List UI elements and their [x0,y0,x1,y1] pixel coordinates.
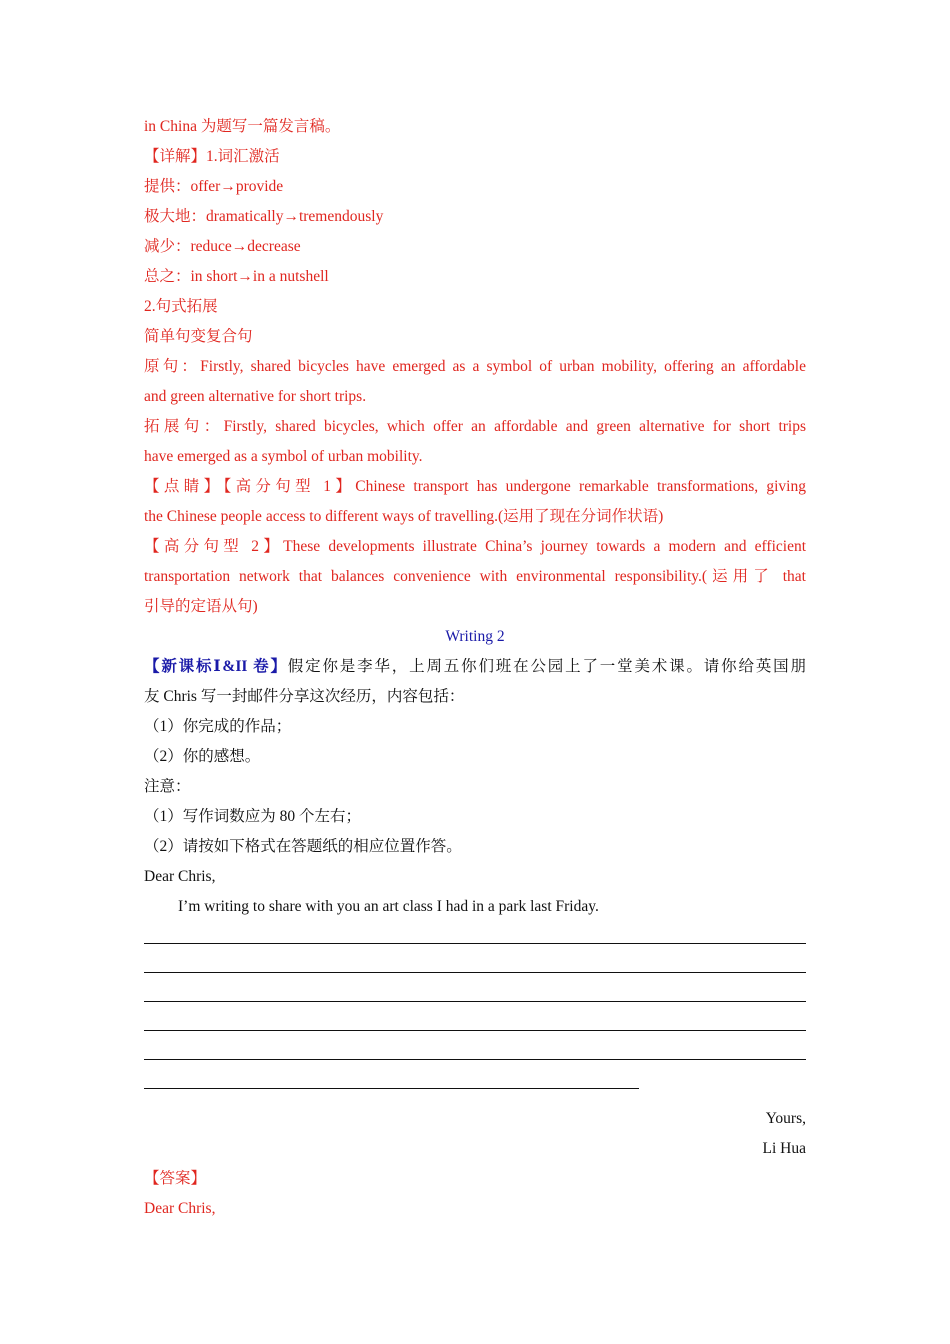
highlight-pattern2-line1: 【高分句型 2】These developments illustrate China’s journey towards a modern and efficient [144,538,806,555]
highlight-pattern2-line2: transportation network that balances convenience with environmental responsibility.(运用了 that [144,568,806,585]
content-item: （2）你的感想。 [144,748,261,765]
answer-blank-line[interactable] [144,943,806,944]
prev-continuation-line: in China 为题写一篇发言稿。 [144,118,341,135]
vocab-item: 极大地：dramatically→tremendously [144,208,384,225]
source-label: 【新课标Ⅰ&II 卷】 [144,658,288,675]
original-sentence-line1: 原句：Firstly, shared bicycles have emerged as a symbol of urban mobility, offering an affordable [144,358,806,375]
answer-blank-line[interactable] [144,1030,806,1031]
letter-opening: I’m writing to share with you an art class I had in a park last Friday. [178,898,599,915]
note-item: （1）写作词数应为 80 个左右； [144,808,362,825]
answer-blank-line[interactable] [144,1001,806,1002]
section-heading: 2.句式拓展 [144,298,218,315]
vocab-item: 减少：reduce→decrease [144,238,301,255]
note-label: 注意： [144,778,191,795]
vocab-item: 总之：in short→in a nutshell [144,268,329,285]
answer-blank-line[interactable] [144,1059,806,1060]
writing-title: Writing 2 [445,628,505,645]
highlight-pattern1-line2: the Chinese people access to different ways of travelling.(运用了现在分词作状语) [144,508,664,525]
letter-salutation: Dear Chris, [144,868,216,885]
highlight-pattern2-line3: 引导的定语从句) [144,598,258,615]
vocab-item: 提供：offer→provide [144,178,284,195]
answer-blank-line[interactable] [144,972,806,973]
content-item: （1）你完成的作品； [144,718,292,735]
extended-sentence-line2: have emerged as a symbol of urban mobility. [144,448,423,465]
original-sentence-line2: and green alternative for short trips. [144,388,367,405]
letter-closing: Yours, [765,1110,806,1127]
extended-sentence-line1: 拓展句：Firstly, shared bicycles, which offer an affordable and green alternative for short trips [144,418,806,435]
detail-label: 【详解】1.词汇激活 [144,148,280,165]
prompt-line2: 友 Chris 写一封邮件分享这次经历，内容包括： [144,688,465,705]
prompt-text: 假定你是李华，上周五你们班在公园上了一堂美术课。请你给英国朋 [287,658,806,675]
answer-label: 【答案】 [144,1170,207,1187]
prompt-line1 [144,652,806,682]
answer-salutation: Dear Chris, [144,1200,216,1217]
highlight-pattern1-line1: 【点睛】【高分句型 1】Chinese transport has undergone remarkable transformations, giving [144,478,806,495]
subsection-heading: 简单句变复合句 [144,328,253,345]
document-page [144,112,806,1224]
note-item: （2）请按如下格式在答题纸的相应位置作答。 [144,838,462,855]
spacer [144,1089,806,1104]
letter-signature: Li Hua [762,1140,806,1157]
